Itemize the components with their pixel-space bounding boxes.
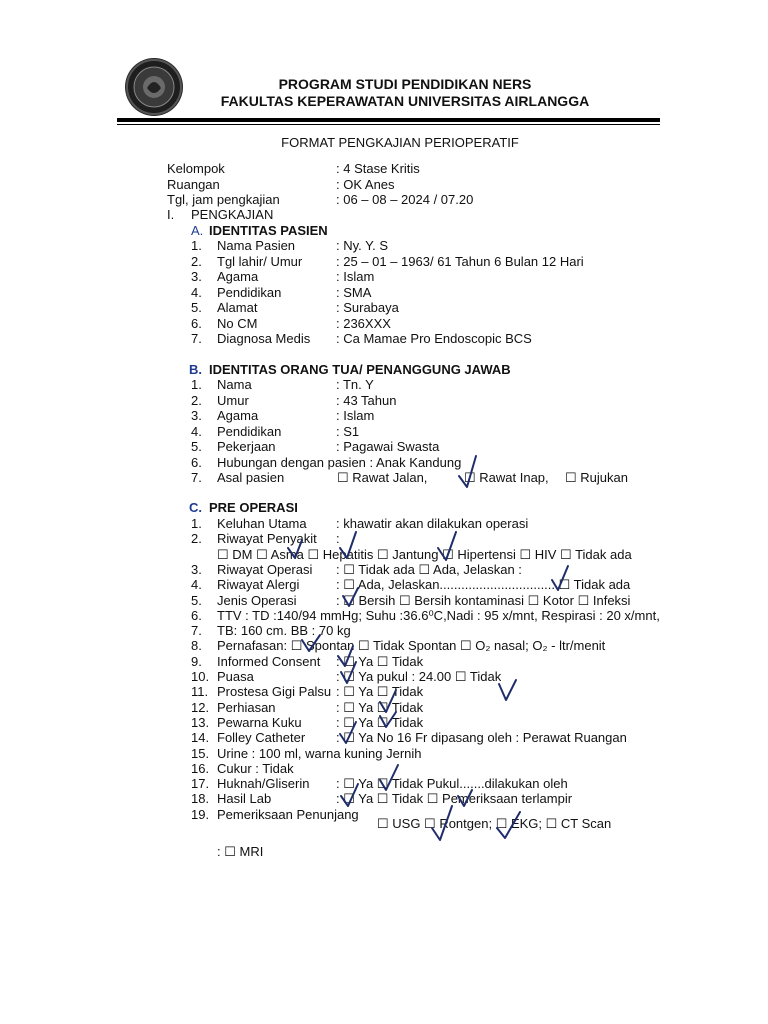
item-label: Riwayat Operasi [217,561,313,577]
item-value: : SMA [336,284,372,300]
item-value: : khawatir akan dilakukan operasi [336,516,529,531]
item-label: Hubungan dengan pasien : Anak Kandung [217,454,462,470]
asal-option-rawat-jalan[interactable]: ☐ Rawat Jalan, [337,470,428,485]
item-label: Pendidikan [217,423,282,439]
item-value: : Pagawai Swasta [336,439,440,454]
item-number: 5. [191,592,202,608]
item-label: Urine : 100 ml, warna kuning Jernih [217,745,422,761]
meta-label: Kelompok [167,161,225,176]
item-number: 6. [191,315,202,331]
meta-label: Ruangan [167,177,220,192]
section-number: I. [167,207,175,222]
item-number: 1. [191,377,202,392]
item-number: 6. [191,607,202,623]
section-b-letter: B. [189,362,202,377]
item-label: Puasa [217,669,254,684]
item-label: Alamat [217,300,258,315]
asal-option-rujukan[interactable]: ☐ Rujukan [565,470,628,485]
item-number: 1. [191,516,202,531]
header-rule-thick [117,118,660,122]
item-label: Hasil Lab [217,791,272,807]
item-label: Informed Consent [217,653,321,669]
item-label: Agama [217,408,259,423]
item-label: Jenis Operasi [217,592,297,608]
item-value: : ☐ Ya ☐ Tidak Pukul.......dilakukan oleh [336,776,568,792]
meta-value: : 4 Stase Kritis [336,161,420,176]
item-label: Nama Pasien [217,238,296,253]
item-number: 14. [191,730,210,746]
item-number: 5. [191,300,202,315]
item-label: Pernafasan: ☐ Spontan ☐ Tidak Spontan ☐ O₂ nasal; O₂ - ltr/menit [217,638,606,654]
item-label: Riwayat Penyakit [217,531,317,547]
item-number: 15. [191,745,210,761]
item-number: 7. [191,623,202,639]
item-number: 18. [191,791,210,807]
item-value: : 43 Tahun [336,392,397,408]
section-a-title: IDENTITAS PASIEN [209,223,328,238]
item-number: 8. [191,638,202,654]
item-value: : ☐ Tidak ada ☐ Ada, Jelaskan : [336,561,522,577]
meta-value: : OK Anes [336,177,395,192]
item-label: Asal pasien [217,470,285,485]
item-label: Tgl lahir/ Umur [217,253,303,269]
asal-option-rawat-inap[interactable]: ☐ Rawat Inap, [464,470,549,485]
item-value: : Ny. Y. S [336,238,389,253]
section-c-title: PRE OPERASI [209,500,298,515]
header-line-2: FAKULTAS KEPERAWATAN UNIVERSITAS AIRLANGGA [220,93,590,109]
item-number: 12. [191,699,210,715]
handwritten-checkmark-icon [499,680,516,700]
item-value: : ☐ Ada, Jelaskan.................................☐ Tidak ada [336,577,631,593]
item-label: Pemeriksaan Penunjang [217,806,359,822]
item-number: 19. [191,806,210,822]
meta-label: Tgl, jam pengkajian [167,192,280,207]
item-value: : 25 – 01 – 1963/ 61 Tahun 6 Bulan 12 Hari [336,253,584,269]
item-value: : ☐ Ya ☐ Tidak [336,714,424,730]
item-label: Pewarna Kuku [217,714,302,730]
item-number: 6. [191,454,202,470]
item-label: TTV : TD :140/94 mmHg; Suhu :36.6⁰C,Nadi : 95 x/mnt, Respirasi : 20 x/mnt, [217,607,660,623]
document-title: FORMAT PENGKAJIAN PERIOPERATIF [281,135,519,150]
item-label: TB: 160 cm. BB : 70 kg [217,623,351,639]
item-number: 7. [191,470,202,485]
meta-value: : 06 – 08 – 2024 / 07.20 [336,192,474,207]
item-value: : [336,531,340,547]
item-label: Prostesa Gigi Palsu [217,684,332,700]
item-label: Cukur : Tidak [217,760,294,776]
item-label: No CM [217,315,258,331]
item-value: : Islam [336,269,375,284]
item-label: Diagnosa Medis [217,331,311,346]
item-label: Nama [217,377,252,392]
item-value: : ☐ Ya ☐ Tidak [336,684,424,700]
item-number: 3. [191,408,202,423]
item-value: : Surabaya [336,300,399,315]
item-label: Riwayat Alergi [217,577,300,593]
item-value: : ☐ Bersih ☐ Bersih kontaminasi ☐ Kotor ☐ Infeksi [336,592,631,608]
item-number: 5. [191,439,202,454]
item-number: 9. [191,653,202,669]
item-label: ☐ DM ☐ Asma ☐ Hepatitis ☐ Jantung ☐ Hipertensi ☐ HIV ☐ Tidak ada [217,546,632,562]
item-label: Pekerjaan [217,439,276,454]
header-line-1: PROGRAM STUDI PENDIDIKAN NERS [278,76,532,92]
item-label: Keluhan Utama [217,516,307,531]
section-c-letter: C. [189,500,202,515]
item-number: 2. [191,253,202,269]
item-number: 16. [191,760,210,776]
mri-option[interactable]: : ☐ MRI [217,844,264,859]
item-value: : S1 [336,423,360,439]
item-number: 1. [191,238,202,253]
item-number: 4. [191,284,202,300]
item-number: 11. [191,684,209,700]
item-number: 13. [191,714,210,730]
section-b-title: IDENTITAS ORANG TUA/ PENANGGUNG JAWAB [209,362,511,377]
item-label: Huknah/Gliserin [217,776,310,792]
penunjang-options[interactable]: ☐ USG ☐ Rontgen; ☐ EKG; ☐ CT Scan [377,816,612,831]
item-value: : Ca Mamae Pro Endoscopic BCS [336,331,532,346]
item-number: 10. [191,669,210,684]
item-value: : Tn. Y [336,377,374,392]
item-number: 4. [191,423,202,439]
item-value: : ☐ Ya No 16 Fr dipasang oleh : Perawat Ruangan [336,730,627,746]
item-label: Agama [217,269,259,284]
item-number: 7. [191,331,202,346]
item-number: 3. [191,561,202,577]
item-value: : ☐ Ya ☐ Tidak [336,653,424,669]
item-value: : Islam [336,408,375,423]
item-number: 2. [191,531,202,547]
item-label: Pendidikan [217,284,282,300]
item-number: 2. [191,392,202,408]
item-value: : ☐ Ya ☐ Tidak ☐ Pemeriksaan terlampir [336,791,573,807]
item-label: Folley Catheter [217,730,306,746]
item-number: 3. [191,269,202,284]
section-a-letter: A. [191,223,204,238]
university-seal-icon [125,58,183,116]
item-value: : ☐ Ya ☐ Tidak [336,699,424,715]
item-label: Perhiasan [217,699,276,715]
header-rule-thin [117,124,660,125]
section-title: PENGKAJIAN [191,207,274,222]
item-number: 17. [191,776,210,792]
item-label: Umur [217,392,249,408]
item-number: 4. [191,577,202,593]
item-value: : ☐ Ya pukul : 24.00 ☐ Tidak [336,669,502,684]
item-value: : 236XXX [336,315,391,331]
